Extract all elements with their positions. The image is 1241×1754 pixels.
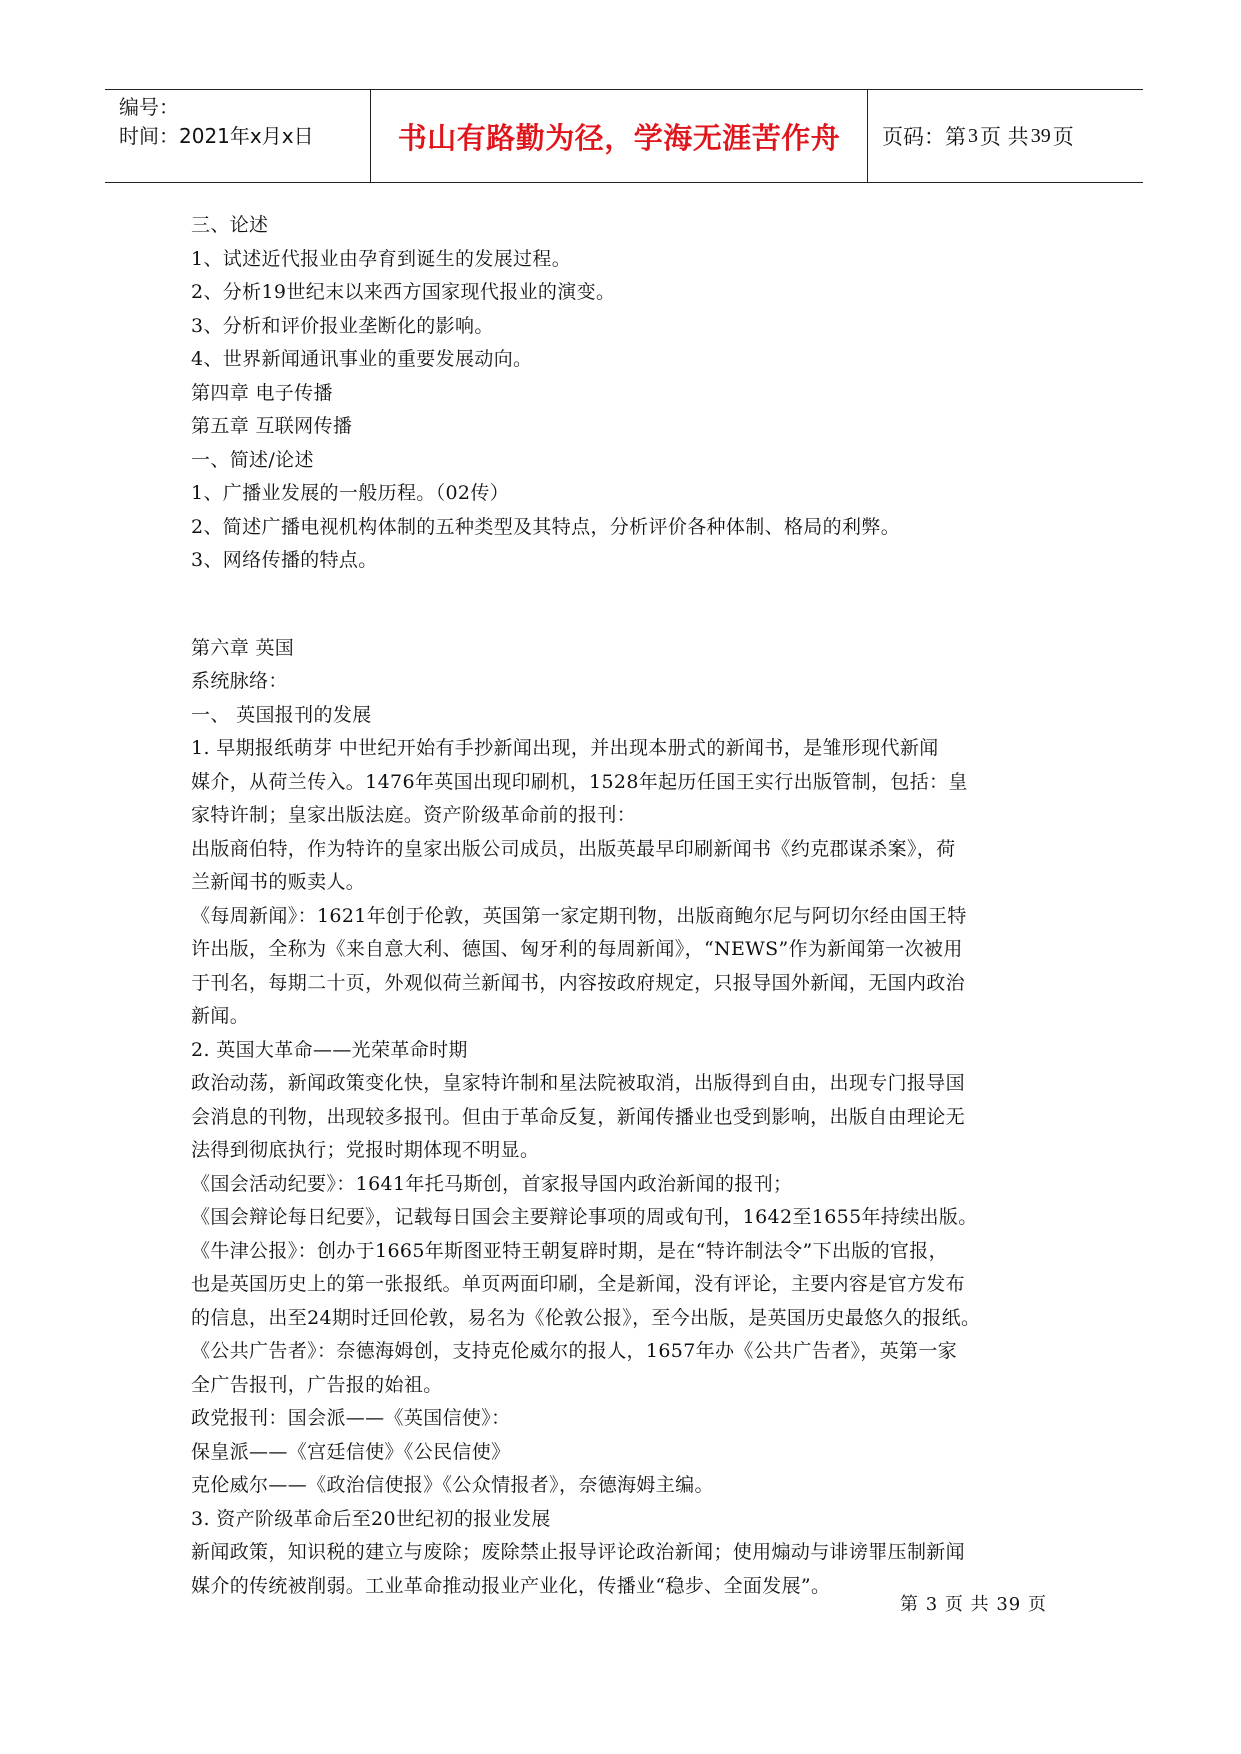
paragraph-line: 媒介的传统被削弱。工业革命推动报业产业化，传播业“稳步、全面发展”。 bbox=[191, 1574, 831, 1597]
paragraph-line: 法得到彻底执行；党报时期体现不明显。 bbox=[191, 1139, 540, 1161]
document-id-label: 编号： bbox=[119, 95, 179, 119]
chapter-heading: 第五章 互联网传播 bbox=[191, 415, 353, 437]
question-item: 2、简述广播电视机构体制的五种类型及其特点，分析评价各种体制、格局的利弊。 bbox=[191, 515, 901, 538]
paragraph-line: 1. 早期报纸萌芽 中世纪开始有手抄新闻出现，并出现本册式的新闻书，是雏形现代新闻 bbox=[191, 737, 939, 759]
page-total: 39 bbox=[1030, 124, 1051, 147]
paragraph-line: 新闻政策，知识税的建立与废除；废除禁止报导评论政治新闻；使用煽动与诽谤罪压制新闻 bbox=[191, 1541, 966, 1563]
paragraph-line: 媒介，从荷兰传入。1476年英国出现印刷机，1528年起历任国王实行出版管制，包括：皇 bbox=[191, 770, 968, 793]
header-meta bbox=[105, 90, 371, 182]
paragraph-line: 兰新闻书的贩卖人。 bbox=[191, 871, 366, 893]
page-suffix: 页 bbox=[1052, 125, 1074, 149]
section-heading: 2. 英国大革命——光荣革命时期 bbox=[191, 1038, 468, 1061]
section-heading: 3. 资产阶级革命后至20世纪初的报业发展 bbox=[191, 1507, 551, 1530]
paragraph-line: 政治动荡，新闻政策变化快，皇家特许制和星法院被取消，出版得到自由，出现专门报导国 bbox=[191, 1072, 966, 1094]
page-footer: 第 3 页 共 39 页 bbox=[900, 1594, 1047, 1615]
page-header bbox=[105, 89, 1143, 183]
section-heading: 一、 英国报刊的发展 bbox=[191, 703, 372, 726]
document-time: 时间：2021年x月x日 bbox=[119, 124, 314, 148]
paragraph-line: 家特许制；皇家出版法庭。资产阶级革命前的报刊： bbox=[191, 804, 637, 826]
chapter-heading: 第四章 电子传播 bbox=[191, 381, 333, 404]
question-item: 3、网络传播的特点。 bbox=[191, 549, 378, 571]
paragraph-line: 《牛津公报》：创办于1665年斯图亚特王朝复辟时期，是在“特许制法令”下出版的官报， bbox=[191, 1239, 948, 1262]
section-heading: 一、简述/论述 bbox=[191, 448, 314, 471]
document-body bbox=[191, 209, 1061, 1603]
paragraph-line: 许出版，全称为《来自意大利、德国、匈牙利的每周新闻》，“NEWS”作为新闻第一次被用 bbox=[191, 938, 963, 960]
paragraph-line: 《国会活动纪要》：1641年托马斯创，首家报导国内政治新闻的报刊； bbox=[191, 1172, 793, 1195]
chapter-heading: 第六章 英国 bbox=[191, 636, 295, 659]
paragraph-line: 也是英国历史上的第一张报纸。单页两面印刷，全是新闻，没有评论，主要内容是官方发布 bbox=[191, 1273, 966, 1295]
blank-spacer bbox=[191, 578, 1061, 632]
question-item: 3、分析和评价报业垄断化的影响。 bbox=[191, 314, 494, 337]
paragraph-line: 会消息的刊物，出现较多报刊。但由于革命反复，新闻传播业也受到影响，出版自由理论无 bbox=[191, 1105, 966, 1128]
page-current: 3 bbox=[968, 124, 978, 147]
question-item: 2、分析19世纪末以来西方国家现代报业的演变。 bbox=[191, 281, 616, 303]
paragraph-line: 克伦威尔——《政治信使报》《公众情报者》，奈德海姆主编。 bbox=[191, 1474, 714, 1496]
question-item: 1、广播业发展的一般历程。（02传） bbox=[191, 482, 510, 504]
question-item: 4、世界新闻通讯事业的重要发展动向。 bbox=[191, 348, 533, 370]
page-middle: 页 共 bbox=[980, 125, 1029, 149]
paragraph-line: 《国会辩论每日纪要》，记载每日国会主要辩论事项的周或旬刊，1642至1655年持续出版。 bbox=[191, 1206, 978, 1228]
paragraph-line: 全广告报刊，广告报的始祖。 bbox=[191, 1373, 443, 1396]
page-prefix: 页码：第 bbox=[882, 125, 966, 149]
header-motto-cell bbox=[371, 90, 868, 182]
paragraph-line: 《每周新闻》：1621年创于伦敦，英国第一家定期刊物，出版商鲍尔尼与阿切尔经由国王特 bbox=[191, 904, 967, 927]
header-page-info bbox=[868, 90, 1143, 182]
paragraph-line: 新闻。 bbox=[191, 1005, 250, 1027]
question-item: 1、试述近代报业由孕育到诞生的发展过程。 bbox=[191, 247, 572, 270]
paragraph-line: 出版商伯特，作为特许的皇家出版公司成员，出版英最早印刷新闻书《约克郡谋杀案》，荷 bbox=[191, 837, 956, 860]
paragraph-line: 保皇派——《宫廷信使》《公民信使》 bbox=[191, 1440, 511, 1463]
header-motto: 书山有路勤为径，学海无涯苦作舟 bbox=[397, 120, 841, 155]
paragraph-line: 的信息，出至24期时迁回伦敦，易名为《伦敦公报》，至今出版，是英国历史最悠久的报纸。 bbox=[191, 1306, 981, 1329]
paragraph-line: 政党报刊：国会派——《英国信使》： bbox=[191, 1407, 511, 1429]
section-heading: 三、论述 bbox=[191, 214, 269, 236]
paragraph-line: 《公共广告者》：奈德海姆创，支持克伦威尔的报人，1657年办《公共广告者》，英第一家 bbox=[191, 1340, 958, 1362]
paragraph-line: 系统脉络： bbox=[191, 670, 288, 692]
paragraph-line: 于刊名，每期二十页，外观似荷兰新闻书，内容按政府规定，只报导国外新闻，无国内政治 bbox=[191, 971, 966, 994]
